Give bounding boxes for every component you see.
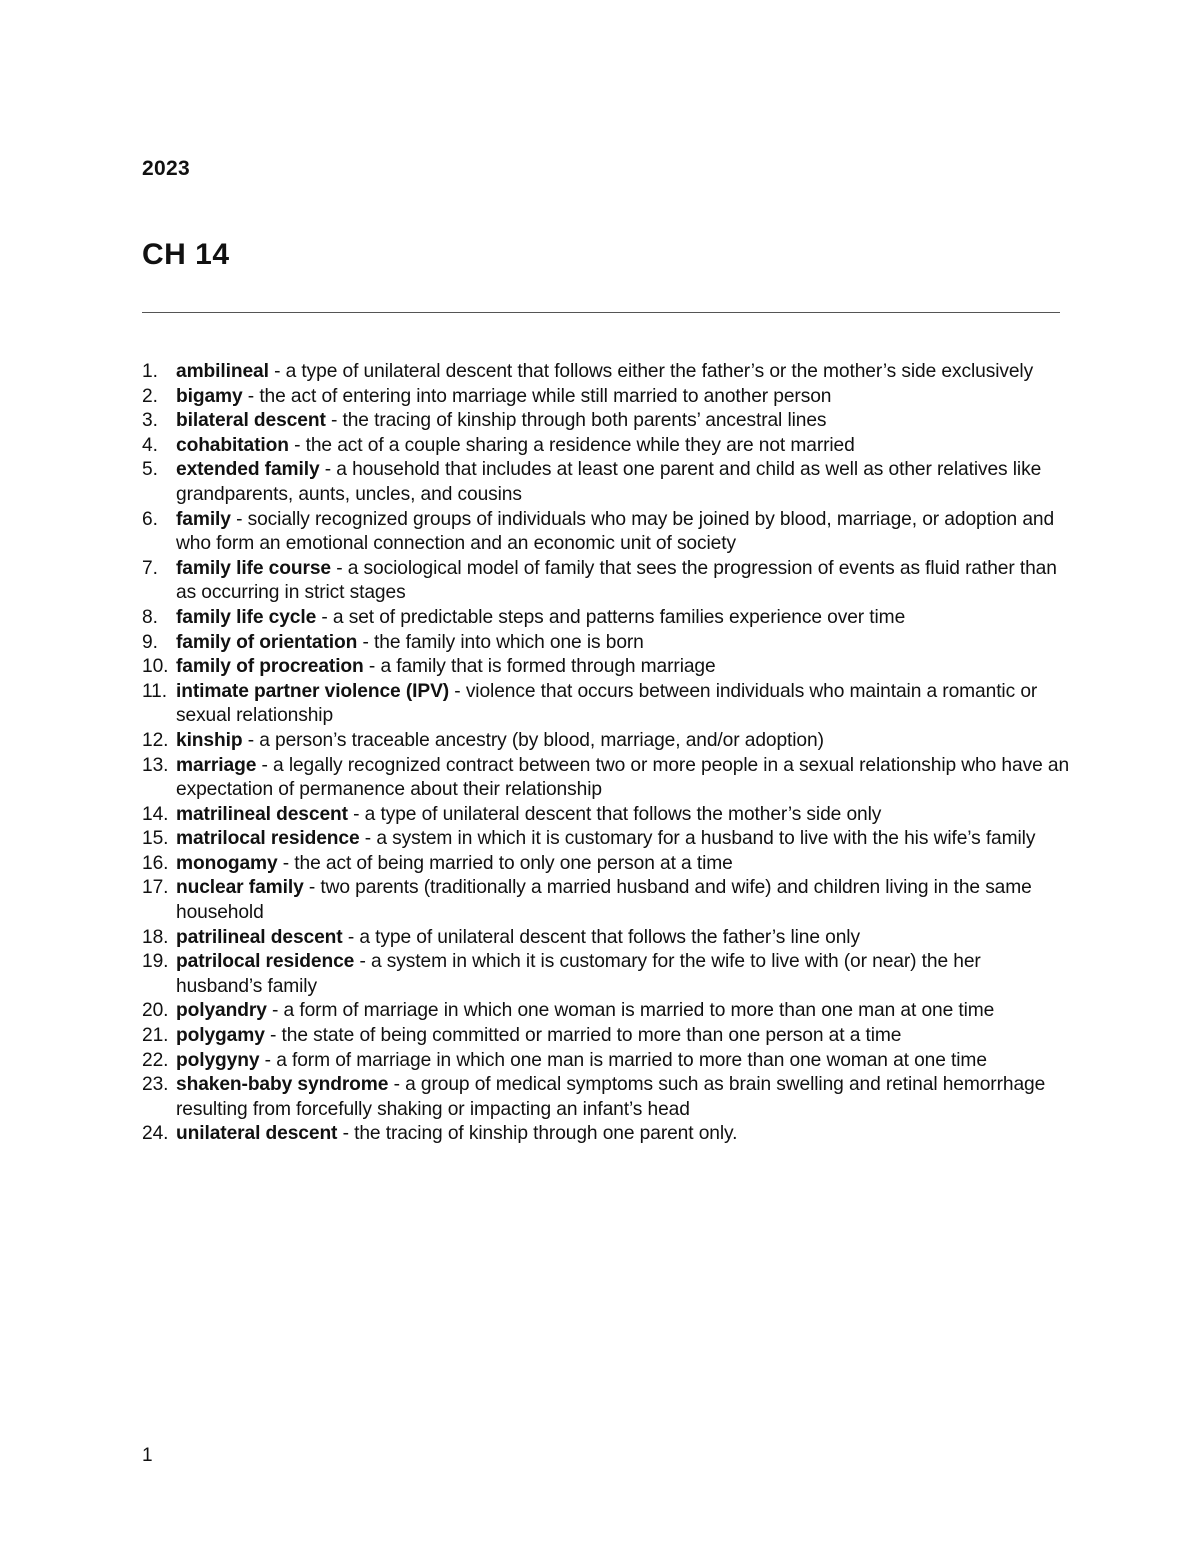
glossary-term: nuclear family	[176, 877, 304, 899]
glossary-item-number: 13.	[142, 754, 169, 776]
glossary-definition: - the act of entering into marriage while still married to another person	[242, 385, 832, 407]
glossary-term: family of orientation	[176, 631, 358, 653]
glossary-term: extended family	[176, 459, 320, 481]
glossary-item-number: 18.	[142, 926, 169, 948]
glossary-item	[142, 852, 1072, 877]
glossary-item-number: 12.	[142, 729, 169, 751]
glossary-term: family of procreation	[176, 656, 364, 678]
glossary-item-number: 23.	[142, 1074, 169, 1096]
glossary-term: bilateral descent	[176, 410, 326, 432]
glossary-item-number: 11.	[142, 680, 167, 702]
glossary-definition: - a group of medical symptoms such as brain swelling and retinal hemorrhage resulting from forcefully shaking or impacting an infant’s head	[176, 1074, 1046, 1120]
glossary-item-number: 20.	[142, 1000, 169, 1022]
glossary-definition: - a system in which it is customary for the wife to live with (or near) the her husband’s family	[176, 951, 981, 997]
glossary-definition: - the state of being committed or married to more than one person at a time	[264, 1025, 902, 1047]
glossary-definition: - socially recognized groups of individuals who may be joined by blood, marriage, or adoption and who form an emotional connection and an economic unit of society	[176, 508, 1055, 555]
glossary-item	[142, 827, 1072, 852]
glossary-item	[142, 926, 1072, 951]
glossary-definition: - the family into which one is born	[357, 631, 644, 653]
glossary-term: family life course	[176, 557, 331, 579]
glossary-item-number: 22.	[142, 1049, 169, 1071]
glossary-item	[142, 1122, 1072, 1147]
glossary-term: intimate partner violence (IPV)	[176, 680, 450, 702]
glossary-item-number: 19.	[142, 951, 169, 973]
glossary-term: kinship	[176, 729, 243, 751]
glossary-definition: - the act of a couple sharing a residence while they are not married	[288, 434, 855, 456]
glossary-item	[142, 434, 1072, 459]
glossary-item-number: 24.	[142, 1123, 169, 1145]
glossary-item-number: 5.	[142, 459, 158, 481]
glossary-definition: - a form of marriage in which one woman is married to more than one man at one time	[266, 1000, 995, 1022]
glossary-item-number: 21.	[142, 1025, 169, 1047]
glossary-item-number: 17.	[142, 877, 169, 899]
glossary-item	[142, 360, 1072, 385]
glossary-item	[142, 508, 1072, 557]
glossary-term: unilateral descent	[176, 1123, 338, 1145]
glossary-term: bigamy	[176, 385, 243, 407]
glossary-term: matrilineal descent	[176, 803, 348, 825]
page-year: 2023	[142, 157, 190, 180]
glossary-term: polyandry	[176, 1000, 267, 1022]
glossary-item-number: 3.	[142, 410, 158, 432]
glossary-term: polygyny	[176, 1049, 260, 1071]
glossary-definition: - two parents (traditionally a married husband and wife) and children living in the same household	[176, 877, 1032, 924]
glossary-item-number: 4.	[142, 434, 158, 456]
glossary-item	[142, 655, 1072, 680]
glossary-term: cohabitation	[176, 434, 289, 456]
glossary-definition: - a legally recognized contract between two or more people in a sexual relationship who have an expectation of permanence about their relationship	[176, 754, 1070, 801]
glossary-term: family life cycle	[176, 606, 317, 628]
glossary-item-number: 10.	[142, 656, 169, 678]
glossary-item	[142, 950, 1072, 999]
glossary-item	[142, 680, 1072, 729]
glossary-item	[142, 1024, 1072, 1049]
glossary-definition: - a household that includes at least one parent and child as well as other relatives like grandparents, aunts, uncles, and cousins	[176, 459, 1042, 505]
glossary-term: family	[176, 508, 231, 530]
glossary-item-number: 8.	[142, 606, 158, 628]
glossary-term: monogamy	[176, 852, 278, 874]
glossary-item-number: 6.	[142, 508, 158, 530]
page-number: 1	[142, 1445, 153, 1466]
glossary-item	[142, 409, 1072, 434]
glossary-item	[142, 754, 1072, 803]
glossary-item	[142, 876, 1072, 925]
title-divider	[142, 312, 1060, 313]
glossary-term: ambilineal	[176, 361, 269, 382]
glossary-definition: - a family that is formed through marriage	[363, 656, 716, 678]
glossary-item	[142, 458, 1072, 507]
glossary-term: marriage	[176, 754, 257, 776]
glossary-item-number: 9.	[142, 631, 158, 653]
glossary-list	[142, 360, 1072, 1147]
glossary-definition: - a form of marriage in which one man is married to more than one woman at one time	[259, 1049, 987, 1071]
glossary-term: patrilineal descent	[176, 926, 343, 948]
glossary-term: matrilocal residence	[176, 828, 360, 850]
glossary-item	[142, 729, 1072, 754]
glossary-item-number: 2.	[142, 385, 158, 407]
glossary-item-number: 14.	[142, 803, 169, 825]
glossary-definition: - the tracing of kinship through both parents’ ancestral lines	[325, 410, 827, 432]
glossary-definition: - a set of predictable steps and patterns families experience over time	[316, 606, 906, 628]
glossary-definition: - a person’s traceable ancestry (by blood, marriage, and/or adoption)	[242, 729, 824, 751]
glossary-definition: - a type of unilateral descent that follows the father’s line only	[342, 926, 860, 948]
glossary-term: shaken-baby syndrome	[176, 1074, 389, 1096]
glossary-definition: - violence that occurs between individuals who maintain a romantic or sexual relationship	[176, 680, 1038, 727]
glossary-definition: - the tracing of kinship through one parent only.	[337, 1123, 738, 1145]
glossary-term: polygamy	[176, 1025, 265, 1047]
glossary-item	[142, 803, 1072, 828]
glossary-item-number: 1.	[142, 361, 158, 382]
glossary-definition: - a type of unilateral descent that follows the mother’s side only	[347, 803, 882, 825]
glossary-definition: - a type of unilateral descent that follows either the father’s or the mother’s side exclusively	[268, 361, 1034, 382]
glossary-definition: - a system in which it is customary for a husband to live with the his wife’s family	[359, 828, 1036, 850]
glossary-item	[142, 557, 1072, 606]
glossary-item-number: 15.	[142, 828, 169, 850]
glossary-item	[142, 1073, 1072, 1122]
glossary-item	[142, 631, 1072, 656]
glossary-item-number: 16.	[142, 852, 169, 874]
glossary-item	[142, 999, 1072, 1024]
glossary-item-number: 7.	[142, 557, 158, 579]
glossary-item	[142, 1049, 1072, 1074]
glossary-item	[142, 385, 1072, 410]
glossary-definition: - the act of being married to only one person at a time	[277, 852, 733, 874]
glossary-item	[142, 606, 1072, 631]
page-title: CH 14	[142, 238, 230, 271]
glossary-term: patrilocal residence	[176, 951, 355, 973]
glossary-definition: - a sociological model of family that sees the progression of events as fluid rather than as occurring in strict stages	[176, 557, 1057, 604]
